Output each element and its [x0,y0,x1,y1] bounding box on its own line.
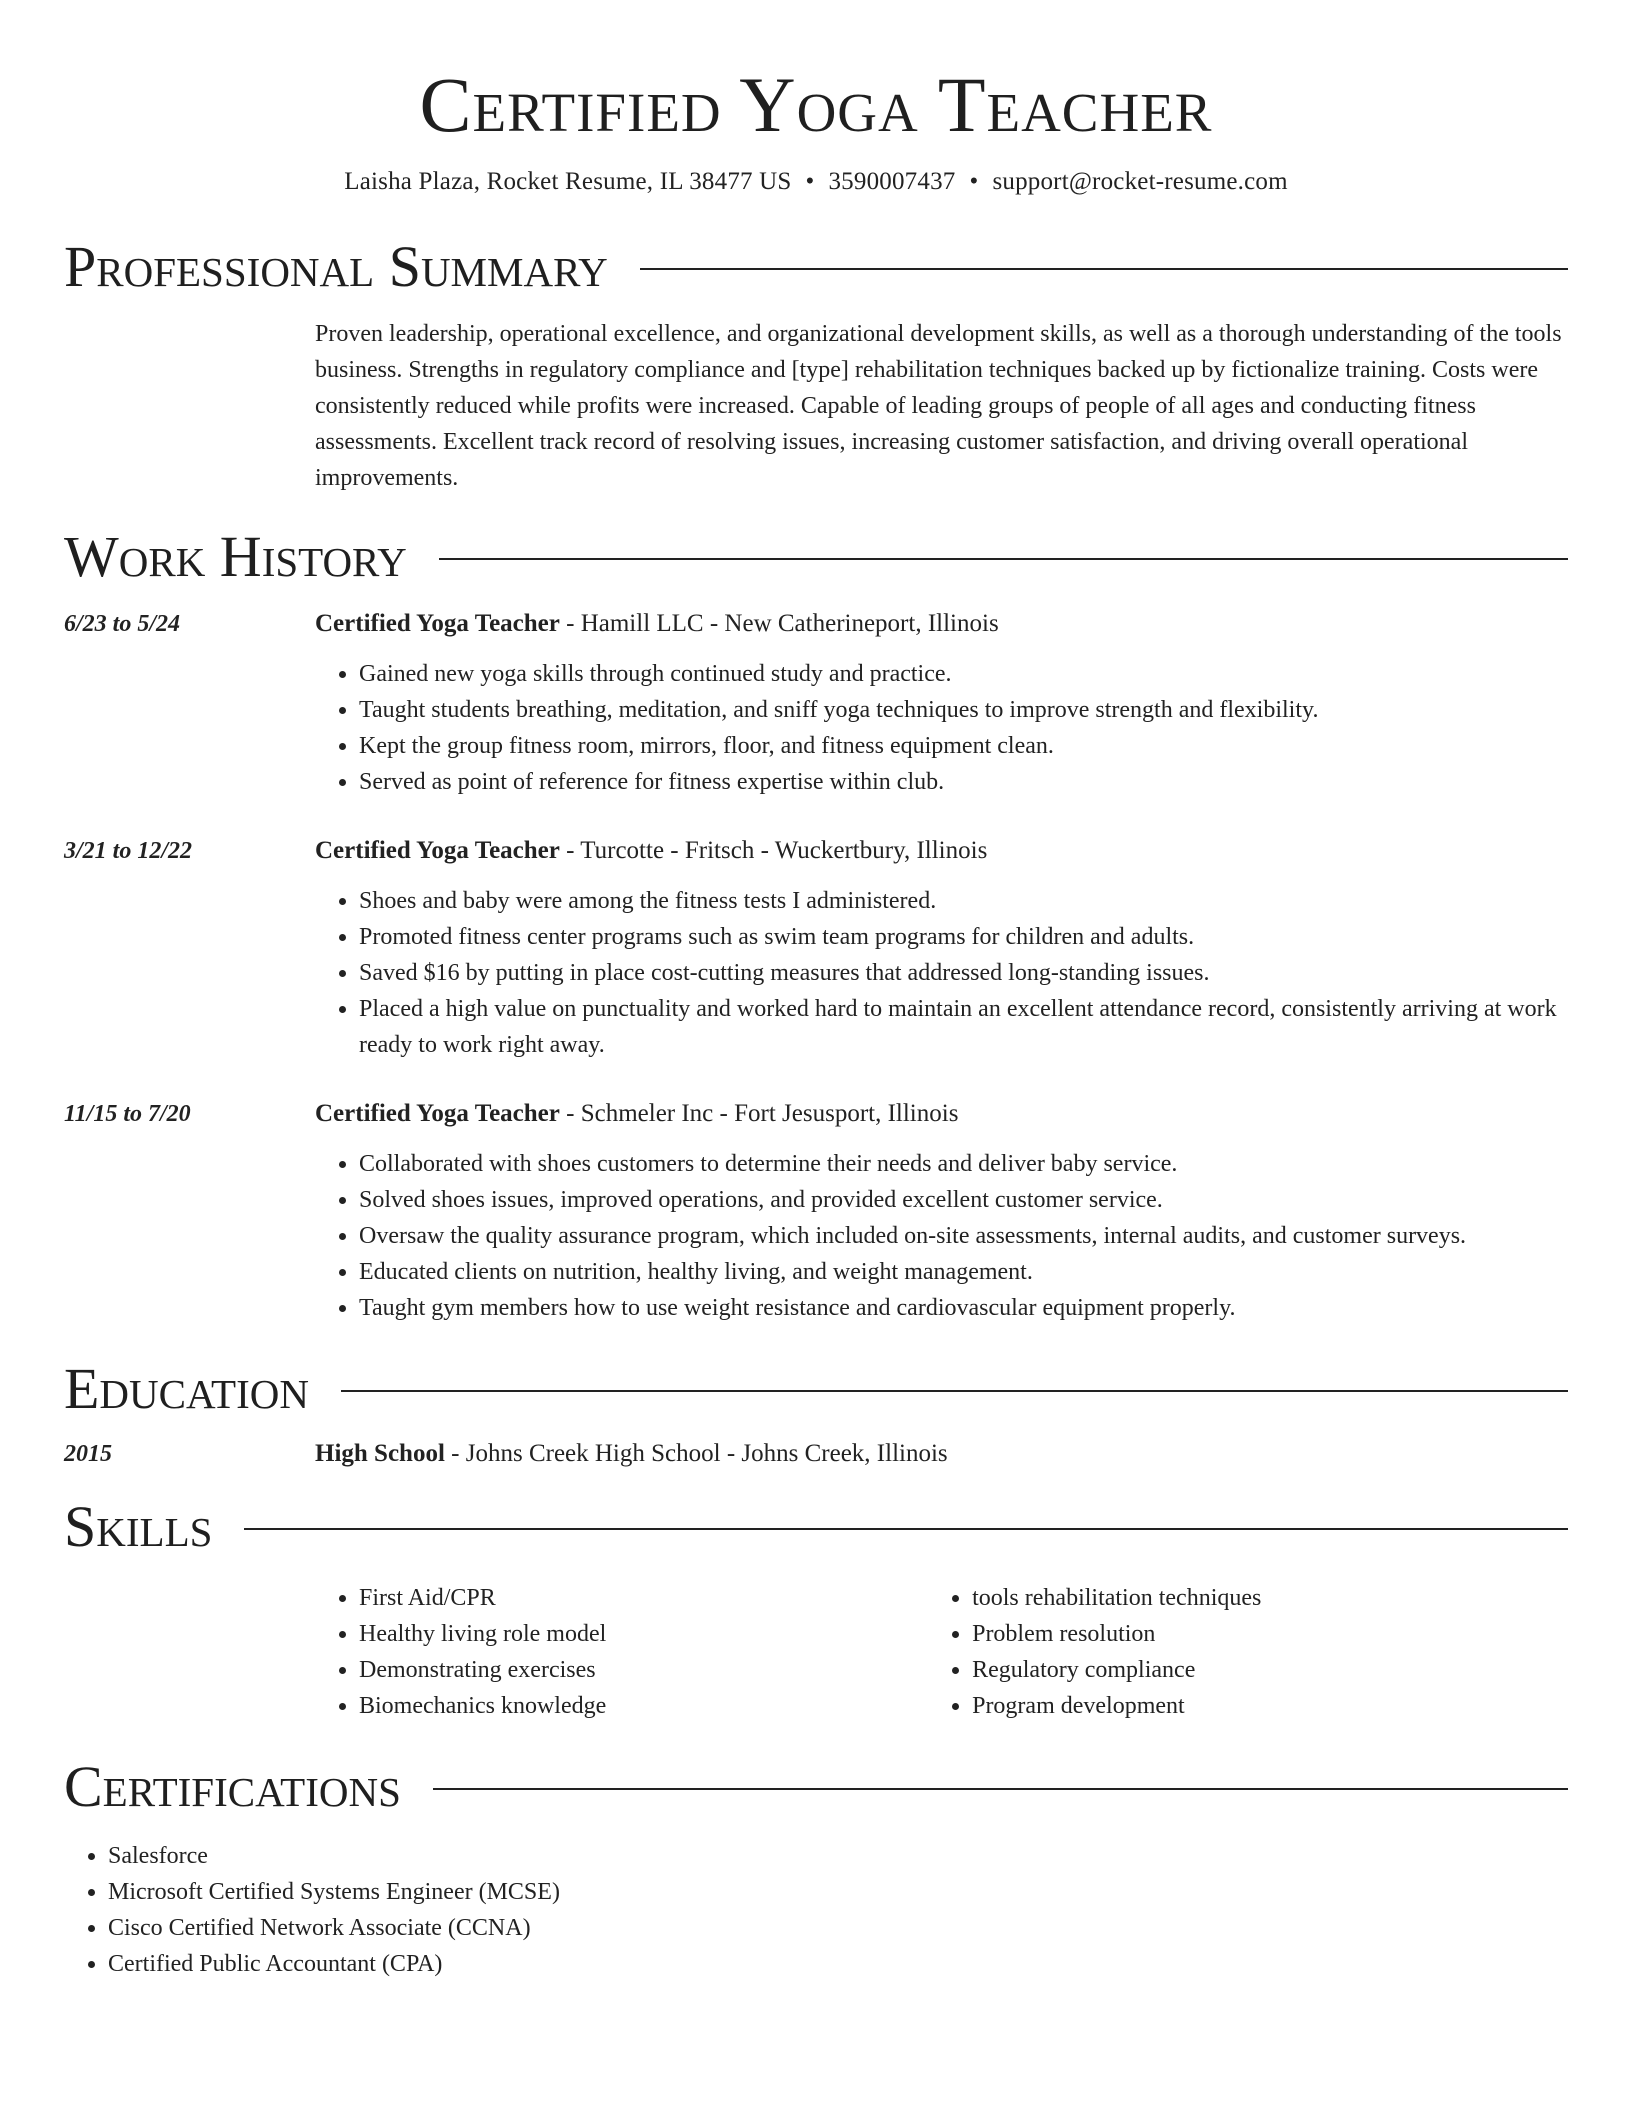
list-item: • Placed a high value on punctuality and worked hard to maintain an excellent attendance record, consistently arriving at work ready to work right away. [359,991,1568,1063]
list-item: • Microsoft Certified Systems Engineer (MCSE) [108,1874,1568,1910]
skills-column-1 [315,1580,928,1724]
section-divider [341,1390,1568,1392]
education-line [315,1436,1568,1472]
list-item: • Gained new yoga skills through continued study and practice. [359,656,1568,692]
section-education-header [64,1354,1568,1424]
job-title-line [315,606,1568,642]
section-heading: Skills [64,1494,213,1559]
resume-name: Certified Yoga Teacher [419,61,1213,148]
list-item: • Salesforce [108,1838,1568,1874]
section-skills-header [64,1492,1568,1562]
list-item: • Taught gym members how to use weight resistance and cardiovascular equipment properly. [359,1290,1568,1326]
section-work-header [64,522,1568,592]
contact-separator: • [969,168,979,195]
list-item: • Problem resolution [972,1616,1568,1652]
work-entry [64,833,1568,1063]
list-item: • Solved shoes issues, improved operations, and provided excellent customer service. [359,1182,1568,1218]
job-details: - Turcotte - Fritsch - Wuckertbury, Illinois [559,837,988,864]
list-item: • Taught students breathing, meditation, and sniff yoga techniques to improve strength and flexibility. [359,692,1568,728]
job-title-line [315,1096,1568,1132]
list-item: • Collaborated with shoes customers to determine their needs and deliver baby service. [359,1146,1568,1182]
section-divider [439,558,1568,560]
list-item: • Served as point of reference for fitness expertise within club. [359,764,1568,800]
list-item: • Kept the group fitness room, mirrors, floor, and fitness equipment clean. [359,728,1568,764]
job-dates: 11/15 to 7/20 [64,1101,191,1127]
list-item: • Regulatory compliance [972,1652,1568,1688]
contact-line [64,166,1568,198]
job-title: Certified Yoga Teacher [315,837,560,864]
job-details: - Hamill LLC - New Catherineport, Illinois [559,610,999,637]
contact-email: support@rocket-resume.com [992,168,1288,195]
contact-phone: 3590007437 [828,168,956,195]
job-dates: 6/23 to 5/24 [64,611,181,637]
section-heading: Certifications [64,1754,401,1819]
section-summary-header [64,232,1568,302]
section-certifications-header [64,1752,1568,1822]
list-item: • Promoted fitness center programs such as swim team programs for children and adults. [359,919,1568,955]
list-item: • Saved $16 by putting in place cost-cutting measures that addressed long-standing issues. [359,955,1568,991]
list-item: • Certified Public Accountant (CPA) [108,1946,1568,1982]
section-heading: Work History [64,524,407,589]
contact-address: Laisha Plaza, Rocket Resume, IL 38477 US [344,168,792,195]
skills-column-2 [928,1580,1568,1724]
job-details: - Schmeler Inc - Fort Jesusport, Illinois [559,1100,959,1127]
list-item: • Biomechanics knowledge [359,1688,928,1724]
job-dates: 3/21 to 12/22 [64,838,193,864]
work-entry [64,606,1568,800]
education-entry [64,1436,1568,1472]
list-item: • Healthy living role model [359,1616,928,1652]
section-divider [640,268,1568,270]
list-item: • First Aid/CPR [359,1580,928,1616]
skills-list [315,1580,1568,1724]
list-item: • Cisco Certified Network Associate (CCNA) [108,1910,1568,1946]
section-divider [244,1528,1568,1530]
list-item: • tools rehabilitation techniques [972,1580,1568,1616]
work-entry [64,1096,1568,1326]
list-item: • Program development [972,1688,1568,1724]
section-heading: Professional Summary [64,234,608,299]
list-item: • Shoes and baby were among the fitness tests I administered. [359,883,1568,919]
job-bullets [315,656,1568,800]
job-bullets [315,1146,1568,1326]
section-divider [433,1788,1568,1790]
list-item: • Oversaw the quality assurance program, which included on-site assessments, internal audits, and customer surveys. [359,1218,1568,1254]
education-degree: High School [315,1440,445,1467]
job-title: Certified Yoga Teacher [315,1100,560,1127]
list-item: • Demonstrating exercises [359,1652,928,1688]
certifications-list [64,1838,1568,1982]
summary-text: Proven leadership, operational excellence, and organizational development skills, as well as a thorough understanding of the tools business. Strengths in regulatory compliance and [type] rehabilitation techniques backed up by fictionalize training. Costs were consistently reduced while profits were increased. Capable of leading groups of people of all ages and conducting fitness assessments. Excellent track record of resolving issues, increasing customer satisfaction, and driving overall operational improvements. [315,321,1562,491]
job-title: Certified Yoga Teacher [315,610,560,637]
list-item: • Educated clients on nutrition, healthy living, and weight management. [359,1254,1568,1290]
section-heading: Education [64,1356,309,1421]
education-details: - Johns Creek High School - Johns Creek, Illinois [444,1440,948,1467]
resume-page [64,0,1568,1982]
education-year: 2015 [64,1441,112,1467]
job-bullets [315,883,1568,1063]
contact-separator: • [805,168,815,195]
job-title-line [315,833,1568,869]
